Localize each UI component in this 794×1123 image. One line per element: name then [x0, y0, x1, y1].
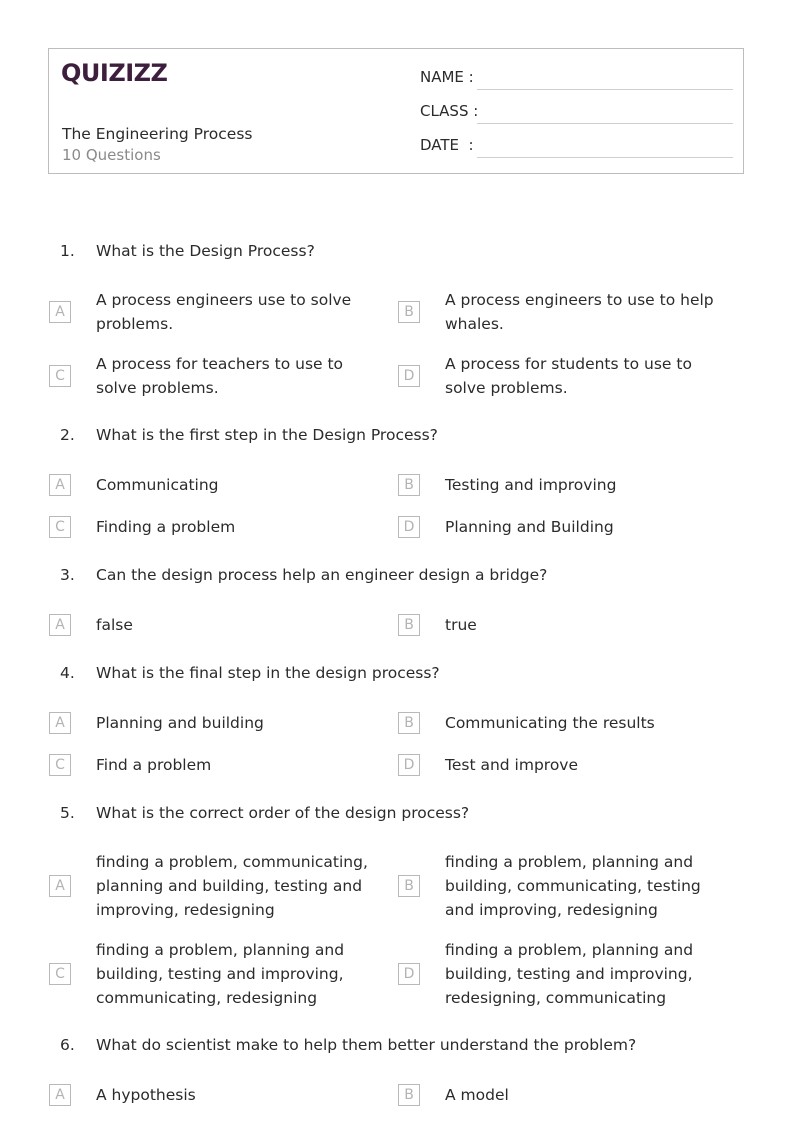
option-text: A process engineers to use to help whales.: [445, 291, 714, 333]
option-letter-box[interactable]: C: [49, 516, 71, 538]
option-text: A process engineers use to solve problems.: [96, 291, 352, 333]
question-count: 10 Questions: [62, 146, 161, 164]
option-letter-box[interactable]: A: [49, 614, 71, 636]
option-letter-box[interactable]: B: [398, 712, 420, 734]
date-line[interactable]: [477, 157, 733, 158]
worksheet-title: The Engineering Process: [62, 125, 253, 143]
option-letter-box[interactable]: B: [398, 614, 420, 636]
question-text: What do scientist make to help them better understand the problem?: [96, 1036, 637, 1054]
name-field[interactable]: [420, 68, 733, 90]
option-text: finding a problem, planning and building, testing and improving, communicating, redesigning: [96, 941, 345, 1007]
option-text: finding a problem, planning and building, testing and improving, redesigning, communicating: [445, 941, 694, 1007]
option-text: false: [96, 616, 133, 634]
option-text: Communicating the results: [445, 714, 655, 732]
option-text: Planning and Building: [445, 518, 614, 536]
option-letter-box[interactable]: B: [398, 875, 420, 897]
question-number: 4.: [60, 664, 75, 682]
option-text: A hypothesis: [96, 1086, 196, 1104]
option-text: Testing and improving: [445, 476, 617, 494]
option-letter-box[interactable]: B: [398, 1084, 420, 1106]
option-letter-box[interactable]: A: [49, 1084, 71, 1106]
option-letter-box[interactable]: C: [49, 365, 71, 387]
option-letter-box[interactable]: D: [398, 516, 420, 538]
question-number: 3.: [60, 566, 75, 584]
date-field[interactable]: [420, 136, 733, 158]
option-letter-box[interactable]: A: [49, 712, 71, 734]
option-text: A model: [445, 1086, 509, 1104]
option-text: A process for teachers to use to solve problems.: [96, 355, 344, 397]
question-text: What is the Design Process?: [96, 242, 315, 260]
question-number: 1.: [60, 242, 75, 260]
option-text: Planning and building: [96, 714, 264, 732]
option-letter-box[interactable]: C: [49, 754, 71, 776]
option-letter-box[interactable]: B: [398, 301, 420, 323]
question-number: 6.: [60, 1036, 75, 1054]
worksheet-header: [48, 48, 744, 174]
question-text: What is the correct order of the design process?: [96, 804, 470, 822]
question-text: What is the first step in the Design Process?: [96, 426, 438, 444]
quizizz-logo: QUIZIZZ: [61, 59, 168, 87]
option-letter-box[interactable]: B: [398, 474, 420, 496]
option-text: A process for students to use to solve problems.: [445, 355, 692, 397]
question-text: What is the final step in the design process?: [96, 664, 440, 682]
question-text: Can the design process help an engineer design a bridge?: [96, 566, 548, 584]
option-letter-box[interactable]: A: [49, 301, 71, 323]
option-text: true: [445, 616, 477, 634]
question-number: 2.: [60, 426, 75, 444]
option-text: Finding a problem: [96, 518, 236, 536]
question-number: 5.: [60, 804, 75, 822]
option-letter-box[interactable]: D: [398, 754, 420, 776]
option-text: Test and improve: [445, 756, 579, 774]
class-field[interactable]: [420, 102, 733, 124]
option-text: Find a problem: [96, 756, 212, 774]
option-letter-box[interactable]: A: [49, 875, 71, 897]
option-text: Communicating: [96, 476, 219, 494]
name-label: NAME :: [420, 68, 474, 86]
option-letter-box[interactable]: A: [49, 474, 71, 496]
class-line[interactable]: [477, 123, 733, 124]
option-letter-box[interactable]: D: [398, 365, 420, 387]
name-line[interactable]: [477, 89, 733, 90]
option-text: finding a problem, communicating, planning and building, testing and improving, redesigning: [96, 853, 368, 919]
class-label: CLASS :: [420, 102, 479, 120]
option-letter-box[interactable]: D: [398, 963, 420, 985]
option-letter-box[interactable]: C: [49, 963, 71, 985]
date-label: DATE :: [420, 136, 474, 154]
option-text: finding a problem, planning and building, communicating, testing and improving, redesigning: [445, 853, 701, 919]
